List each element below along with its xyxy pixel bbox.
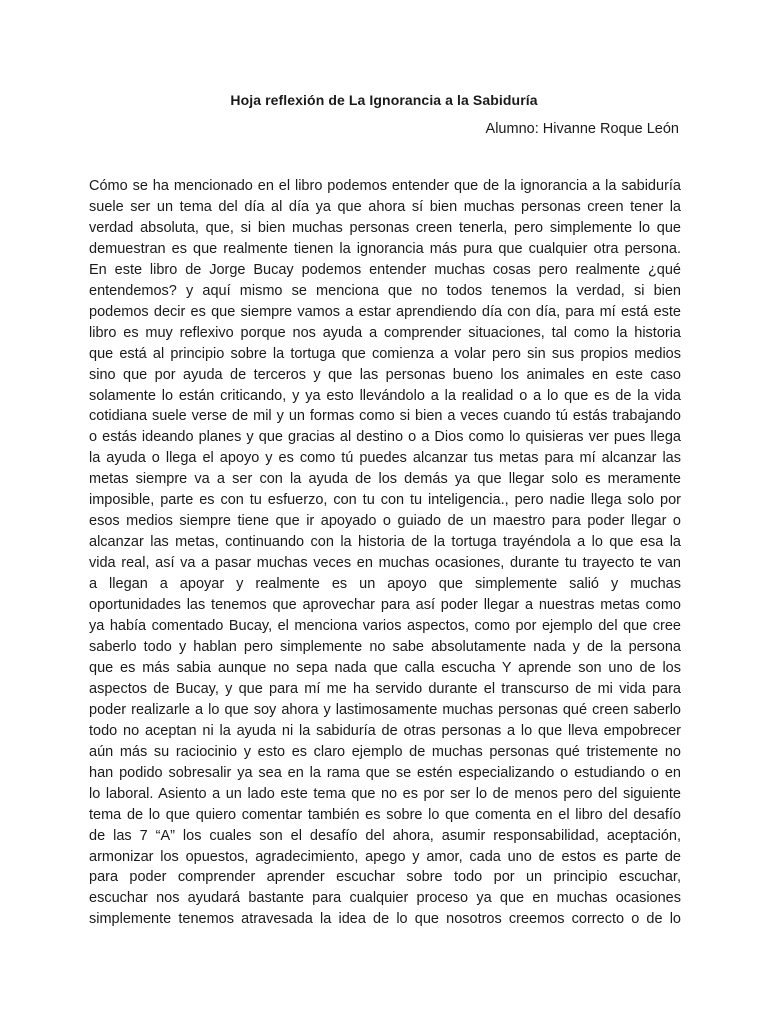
text-line: esos medios siempre tiene que ir apoyado o guiado de un maestro para poder llegar o xyxy=(89,513,681,530)
text-line: Cómo se ha mencionado en el libro podemos entender que de la ignorancia a la sabiduría xyxy=(89,178,681,194)
text-line: ya había comentado Bucay, el menciona varios aspectos, como por ejemplo del que cree xyxy=(89,618,681,635)
text-line: aún más su raciocinio y esto es claro ejemplo de muchas personas qué tristemente no xyxy=(89,743,681,760)
text-line: entendemos? y aquí mismo se menciona que no todos tenemos la verdad, si bien xyxy=(89,282,681,299)
body-paragraph xyxy=(89,176,681,930)
text-line: alcanzar las metas, continuando con la historia de la tortuga trayéndola a lo que esa la xyxy=(89,534,681,551)
text-line: sino que por ayuda de terceros y que las personas bueno los animales en este caso xyxy=(89,366,681,383)
text-line: tema de lo que quiero comentar también es sobre lo que comenta en el libro del desafío xyxy=(89,806,681,823)
text-line: cotidiana suele verse de mil y un formas como si bien a veces cuando tú estás trabajando xyxy=(89,408,681,425)
text-line: suele ser un tema del día al día ya que ahora sí bien muchas personas creen tener la xyxy=(89,198,681,215)
text-line: saberlo todo y hablan pero simplemente no sabe absolutamente nada y de la persona xyxy=(89,638,681,655)
text-line: imposible, parte es con tu esfuerzo, con tu con tu inteligencia., pero nadie llega solo por xyxy=(89,492,681,509)
text-line: han podido sobresalir ya sea en la rama que se estén especializando o estudiando o en xyxy=(89,764,681,781)
text-line: que es más sabia aunque no sepa nada que calla escucha Y aprende son uno de los xyxy=(89,659,681,676)
text-line: escuchar nos ayudará bastante para cualquier proceso ya que en muchas ocasiones xyxy=(89,890,681,907)
text-line: que está al principio sobre la tortuga que comienza a volar pero sin sus propios medios xyxy=(89,345,681,362)
text-line: todo no aceptan ni la ayuda ni la sabiduría de otras personas a lo que lleva empobrecer xyxy=(89,722,681,739)
text-line: la ayuda o llega el apoyo y es como tú puedes alcanzar tus metas para mí alcanzar las xyxy=(89,450,681,467)
text-line: poder realizarle a lo que soy ahora y lastimosamente muchas personas qué creen saberlo xyxy=(89,701,681,718)
text-line: verdad absoluta, que, si bien muchas personas creen tenerla, pero simplemente lo que xyxy=(89,219,681,236)
text-line: libro es muy reflexivo porque nos ayuda a comprender situaciones, tal como la historia xyxy=(89,324,681,341)
text-line: simplemente tenemos atravesada la idea de lo que nosotros creemos correcto o de lo xyxy=(89,911,681,928)
text-line: podemos decir es que siempre vamos a estar aprendiendo día con día, para mí está este xyxy=(89,303,681,320)
author-line: Alumno: Hivanne Roque León xyxy=(485,121,679,137)
text-line: metas siempre va a ser con la ayuda de los demás ya que llegar solo es meramente xyxy=(89,471,681,488)
text-line: solamente lo están criticando, y ya esto llevándolo a la realidad o a lo que es de la vida xyxy=(89,387,681,404)
text-line: para poder comprender aprender escuchar sobre todo por un principio escuchar, xyxy=(89,869,681,886)
text-line: armonizar los opuestos, agradecimiento, apego y amor, cada uno de estos es parte de xyxy=(89,848,681,865)
text-line: oportunidades las tenemos que aprovechar para así poder llegar a nuestras metas como xyxy=(89,597,681,614)
text-line: lo laboral. Asiento a un lado este tema que no es por ser lo de menos pero del siguiente xyxy=(89,785,681,802)
text-line: de las 7 “A” los cuales son el desafío del ahora, asumir responsabilidad, aceptación, xyxy=(89,827,681,844)
text-line: a llegan a apoyar y realmente es un apoyo que simplemente salió y muchas xyxy=(89,576,681,593)
text-line: vida real, así va a pasar muchas veces en muchas ocasiones, durante tu trayecto te van xyxy=(89,555,681,572)
text-line: En este libro de Jorge Bucay podemos entender muchas cosas pero realmente ¿qué xyxy=(89,261,681,278)
text-line: o estás ideando planes y que gracias al destino o a Dios como lo quisieras ver pues llega xyxy=(89,429,681,446)
text-line: aspectos de Bucay, y que para mí me ha servido durante el transcurso de mi vida para xyxy=(89,680,681,697)
document-title: Hoja reflexión de La Ignorancia a la Sabiduría xyxy=(230,92,538,108)
text-line: demuestran es que realmente tienen la ignorancia más pura que cualquier otra persona. xyxy=(89,240,681,257)
